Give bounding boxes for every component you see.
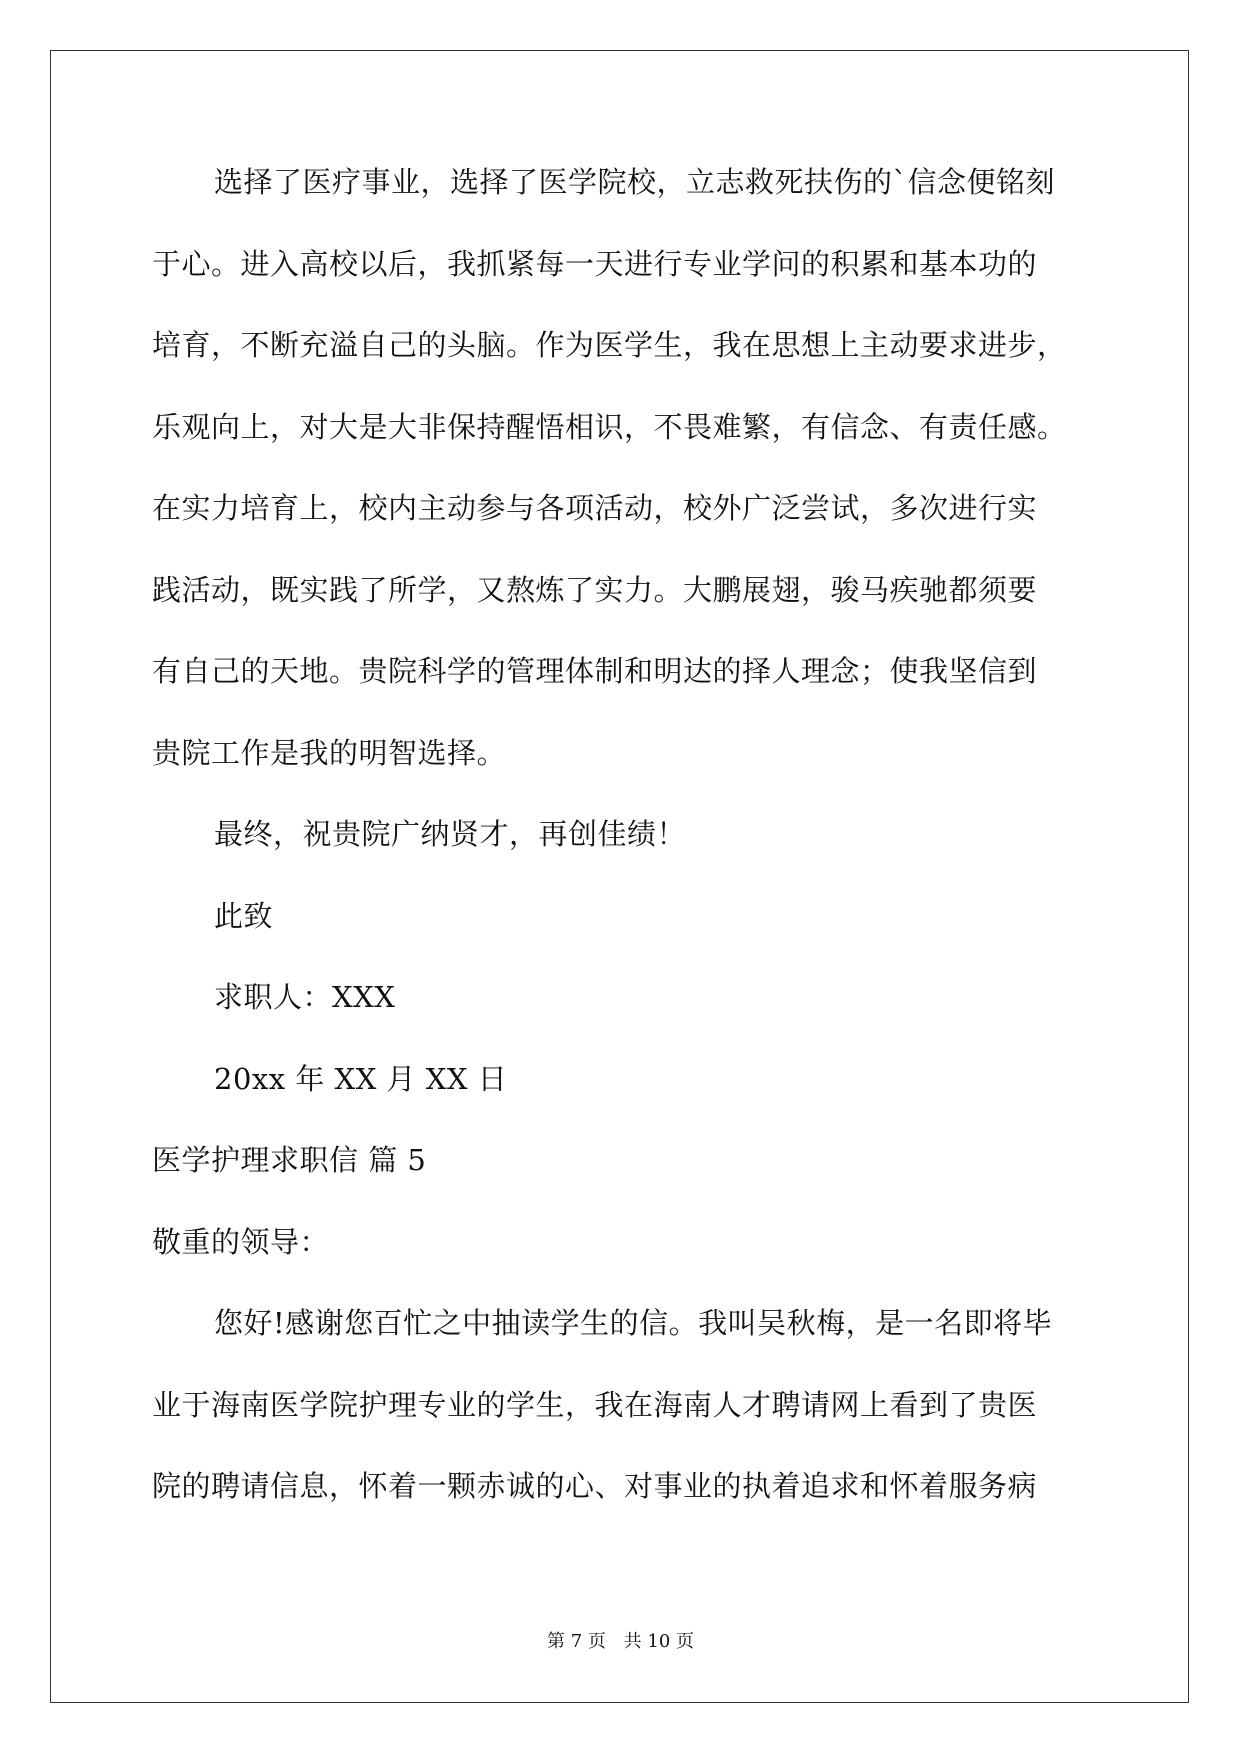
page-footer [0,1630,1241,1654]
section-heading: 医学护理求职信 篇 5 [152,1143,427,1177]
paragraph-line: 有自己的天地。贵院科学的管理体制和明达的择人理念；使我坚信到 [152,654,1038,688]
salutation-closing: 此致 [214,898,274,933]
paragraph-line: 院的聘请信息，怀着一颗赤诚的心、对事业的执着追求和怀着服务病 [152,1469,1038,1503]
paragraph-line: 于心。进入高校以后，我抓紧每一天进行专业学问的积累和基本功的 [152,246,1038,281]
paragraph-line: 贵院工作是我的明智选择。 [152,735,507,770]
paragraph-line: 乐观向上，对大是大非保持醒悟相识，不畏难繁，有信念、有责任感。 [152,409,1067,444]
paragraph-line: 在实力培育上，校内主动参与各项活动，校外广泛尝试，多次进行实 [152,491,1038,525]
paragraph-line: 业于海南医学院护理专业的学生，我在海南人才聘请网上看到了贵医 [152,1387,1038,1422]
document-body [152,160,1092,1546]
paragraph-line: 践活动，既实践了所学，又熬炼了实力。大鹏展翅，骏马疾驰都须要 [152,572,1038,607]
letter-date: 20xx 年 XX 月 XX 日 [214,1061,508,1096]
closing-wish: 最终，祝贵院广纳贤才，再创佳绩！ [214,817,687,851]
total-pages: 共 10 页 [623,1631,694,1652]
page-number: 第 7 页 [547,1631,606,1652]
paragraph-line: 您好!感谢您百忙之中抽读学生的信。我叫吴秋梅，是一名即将毕 [214,1306,1053,1340]
letter-greeting: 敬重的领导： [152,1224,330,1259]
applicant-signature: 求职人：XXX [214,980,396,1014]
paragraph-line: 选择了医疗事业，选择了医学院校，立志救死扶伤的`信念便铭刻 [214,165,1056,199]
paragraph-line: 培育，不断充溢自己的头脑。作为医学生，我在思想上主动要求进步， [152,328,1067,362]
